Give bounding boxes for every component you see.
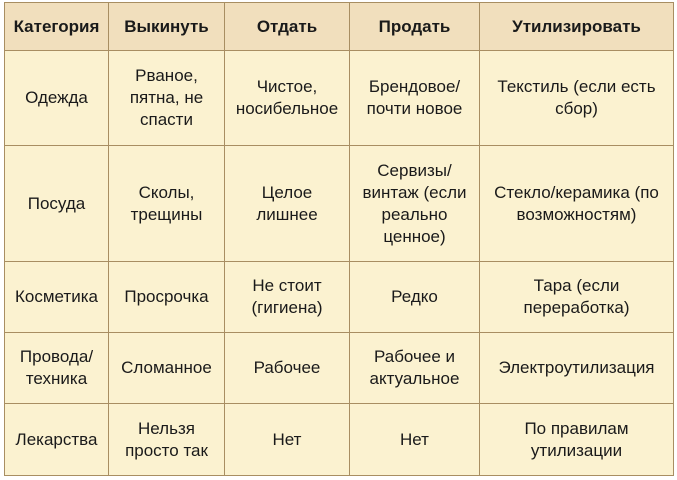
cell-recycle: Электроутилизация xyxy=(480,333,674,404)
header-sell: Продать xyxy=(350,3,480,51)
table-row xyxy=(5,404,674,476)
cell-recycle: По правилам утилизации xyxy=(480,404,674,476)
comparison-table-wrapper xyxy=(4,2,673,475)
header-recycle: Утилизировать xyxy=(480,3,674,51)
cell-category: Косметика xyxy=(5,262,109,333)
cell-throw-away: Нельзя просто так xyxy=(109,404,225,476)
table-row xyxy=(5,262,674,333)
cell-throw-away: Сломанное xyxy=(109,333,225,404)
cell-category: Посуда xyxy=(5,146,109,262)
cell-throw-away: Просрочка xyxy=(109,262,225,333)
header-category: Категория xyxy=(5,3,109,51)
cell-sell: Нет xyxy=(350,404,480,476)
cell-sell: Брендовое/ почти новое xyxy=(350,51,480,146)
table-header-row xyxy=(5,3,674,51)
decluttering-table xyxy=(4,2,674,476)
cell-recycle: Стекло/керамика (по возможностям) xyxy=(480,146,674,262)
cell-sell: Редко xyxy=(350,262,480,333)
table-row xyxy=(5,51,674,146)
table-row xyxy=(5,146,674,262)
cell-recycle: Текстиль (если есть сбор) xyxy=(480,51,674,146)
header-give-away: Отдать xyxy=(225,3,350,51)
cell-category: Одежда xyxy=(5,51,109,146)
cell-sell: Сервизы/ винтаж (если реально ценное) xyxy=(350,146,480,262)
cell-sell: Рабочее и актуальное xyxy=(350,333,480,404)
header-throw-away: Выкинуть xyxy=(109,3,225,51)
cell-throw-away: Сколы, трещины xyxy=(109,146,225,262)
table-row xyxy=(5,333,674,404)
cell-give-away: Нет xyxy=(225,404,350,476)
cell-give-away: Целое лишнее xyxy=(225,146,350,262)
cell-throw-away: Рваное, пятна, не спасти xyxy=(109,51,225,146)
cell-category: Лекарства xyxy=(5,404,109,476)
cell-give-away: Чистое, носибельное xyxy=(225,51,350,146)
cell-recycle: Тара (если переработка) xyxy=(480,262,674,333)
cell-category: Провода/ техника xyxy=(5,333,109,404)
cell-give-away: Рабочее xyxy=(225,333,350,404)
cell-give-away: Не стоит (гигиена) xyxy=(225,262,350,333)
